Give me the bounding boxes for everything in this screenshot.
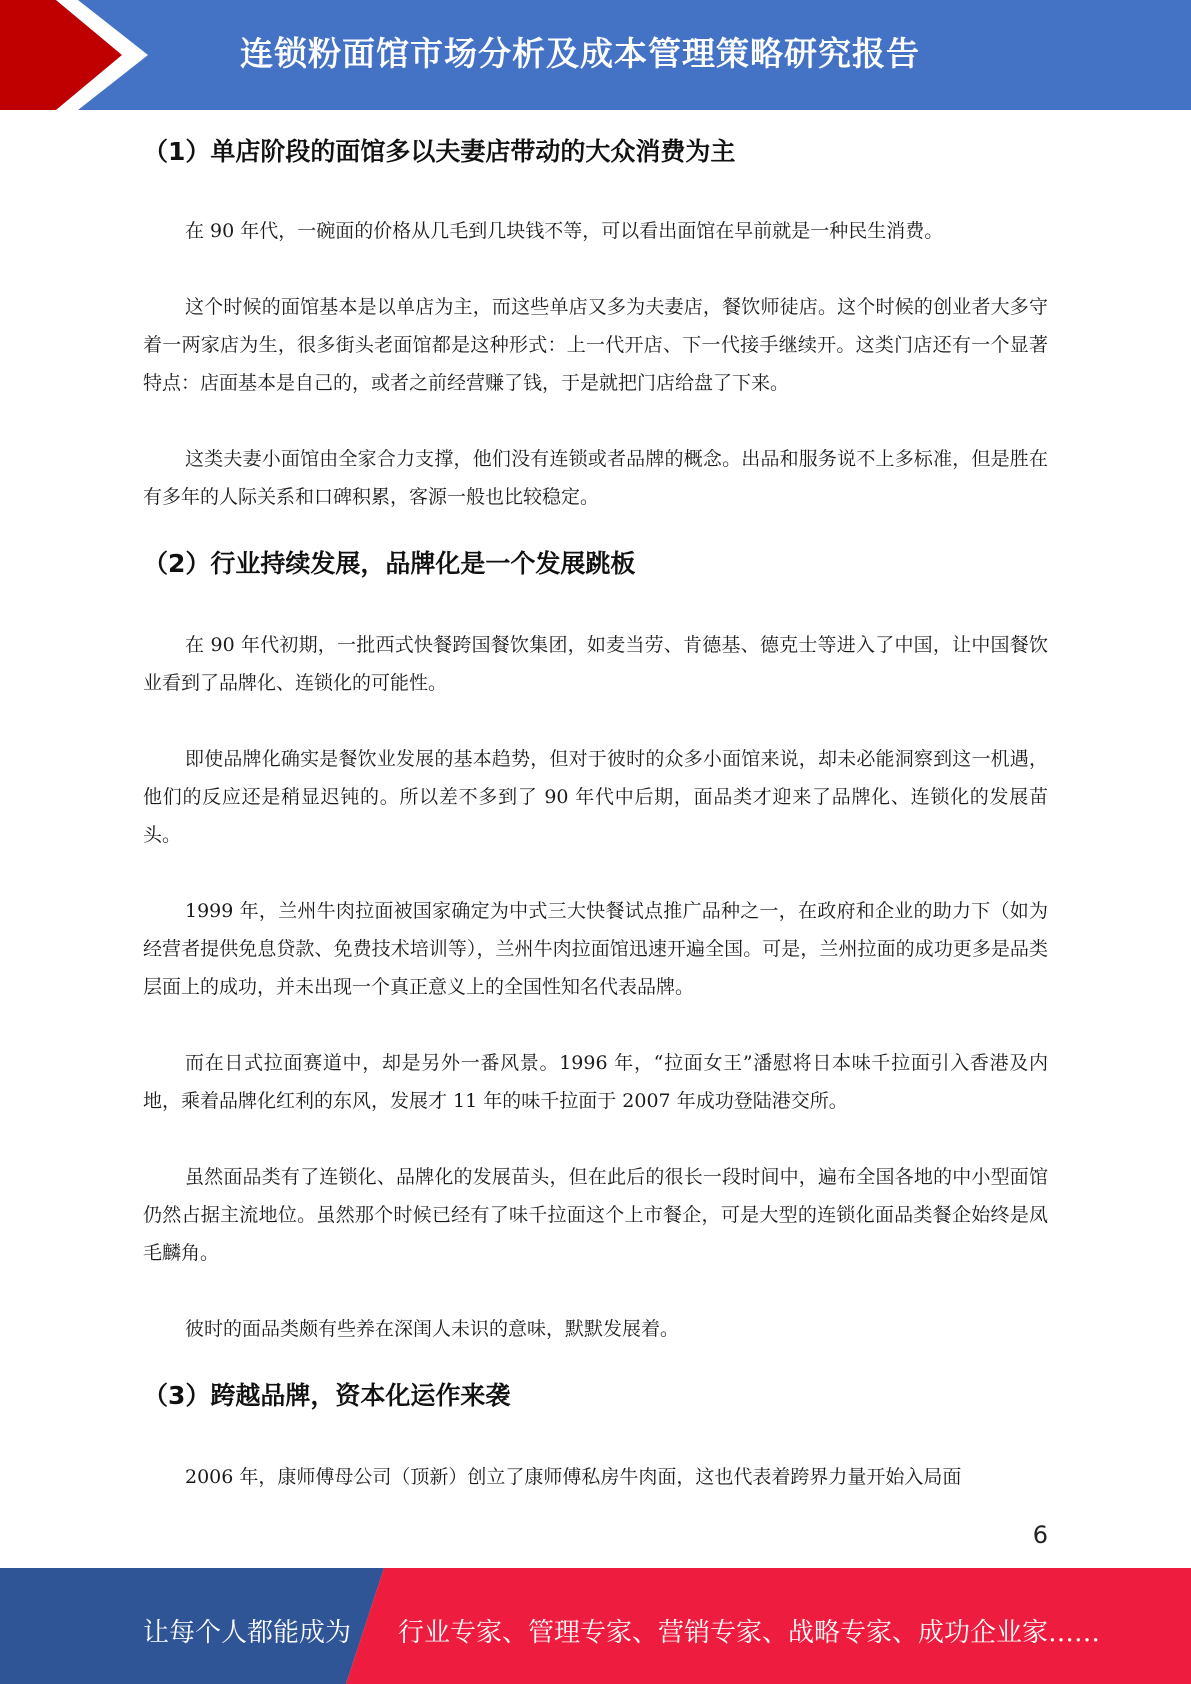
document-title: 连锁粉面馆市场分析及成本管理策略研究报告: [240, 34, 920, 73]
paragraph: 而在日式拉面赛道中，却是另外一番风景。1996 年，“拉面女王”潘慰将日本味千拉面引入香港及内地，乘着品牌化红利的东风，发展才 11 年的味千拉面于 2007 年成功登陆港交所。: [143, 1052, 1048, 1112]
section-heading: （2）行业持续发展，品牌化是一个发展跳板: [143, 549, 636, 578]
paragraph: 2006 年，康师傅母公司（顶新）创立了康师傅私房牛肉面，这也代表着跨界力量开始入局面: [185, 1466, 962, 1488]
paragraph: 彼时的面品类颇有些养在深闺人未识的意味，默默发展着。: [185, 1318, 680, 1340]
report-body: [143, 130, 1048, 1496]
paragraph: 1999 年，兰州牛肉拉面被国家确定为中式三大快餐试点推广品种之一，在政府和企业的助力下（如为经营者提供免息贷款、免费技术培训等），兰州牛肉拉面馆迅速开遍全国。可是，兰州拉面的成功更多是品类层面上的成功，并未出现一个真正意义上的全国性知名代表品牌。: [143, 900, 1048, 998]
footer-slogan-left: 让每个人都能成为: [143, 1618, 352, 1648]
paragraph: 虽然面品类有了连锁化、品牌化的发展苗头，但在此后的很长一段时间中，遍布全国各地的中小型面馆仍然占据主流地位。虽然那个时候已经有了味千拉面这个上市餐企，可是大型的连锁化面品类餐企始终是凤毛麟角。: [143, 1166, 1048, 1264]
page-header: [0, 0, 1191, 110]
page-number: 6: [1032, 1521, 1048, 1549]
page-footer: [0, 1568, 1191, 1684]
section-heading: （1）单店阶段的面馆多以夫妻店带动的大众消费为主: [143, 137, 736, 166]
paragraph: 即使品牌化确实是餐饮业发展的基本趋势，但对于彼时的众多小面馆来说，却未必能洞察到这一机遇，他们的反应还是稍显迟钝的。所以差不多到了 90 年代中后期，面品类才迎来了品牌化、连锁化的发展苗头。: [143, 748, 1048, 846]
paragraph: 在 90 年代，一碗面的价格从几毛到几块钱不等，可以看出面馆在早前就是一种民生消费。: [185, 220, 944, 242]
paragraph: 在 90 年代初期，一批西式快餐跨国餐饮集团，如麦当劳、肯德基、德克士等进入了中国，让中国餐饮业看到了品牌化、连锁化的可能性。: [143, 634, 1048, 694]
section-heading: （3）跨越品牌，资本化运作来袭: [143, 1381, 511, 1410]
paragraph: 这类夫妻小面馆由全家合力支撑，他们没有连锁或者品牌的概念。出品和服务说不上多标准，但是胜在有多年的人际关系和口碑积累，客源一般也比较稳定。: [143, 448, 1048, 508]
footer-slogan-right: 行业专家、管理专家、营销专家、战略专家、成功企业家……: [398, 1618, 1101, 1648]
paragraph: 这个时候的面馆基本是以单店为主，而这些单店又多为夫妻店，餐饮师徒店。这个时候的创业者大多守着一两家店为生，很多街头老面馆都是这种形式：上一代开店、下一代接手继续开。这类门店还有一个显著特点：店面基本是自己的，或者之前经营赚了钱，于是就把门店给盘了下来。: [143, 296, 1048, 394]
